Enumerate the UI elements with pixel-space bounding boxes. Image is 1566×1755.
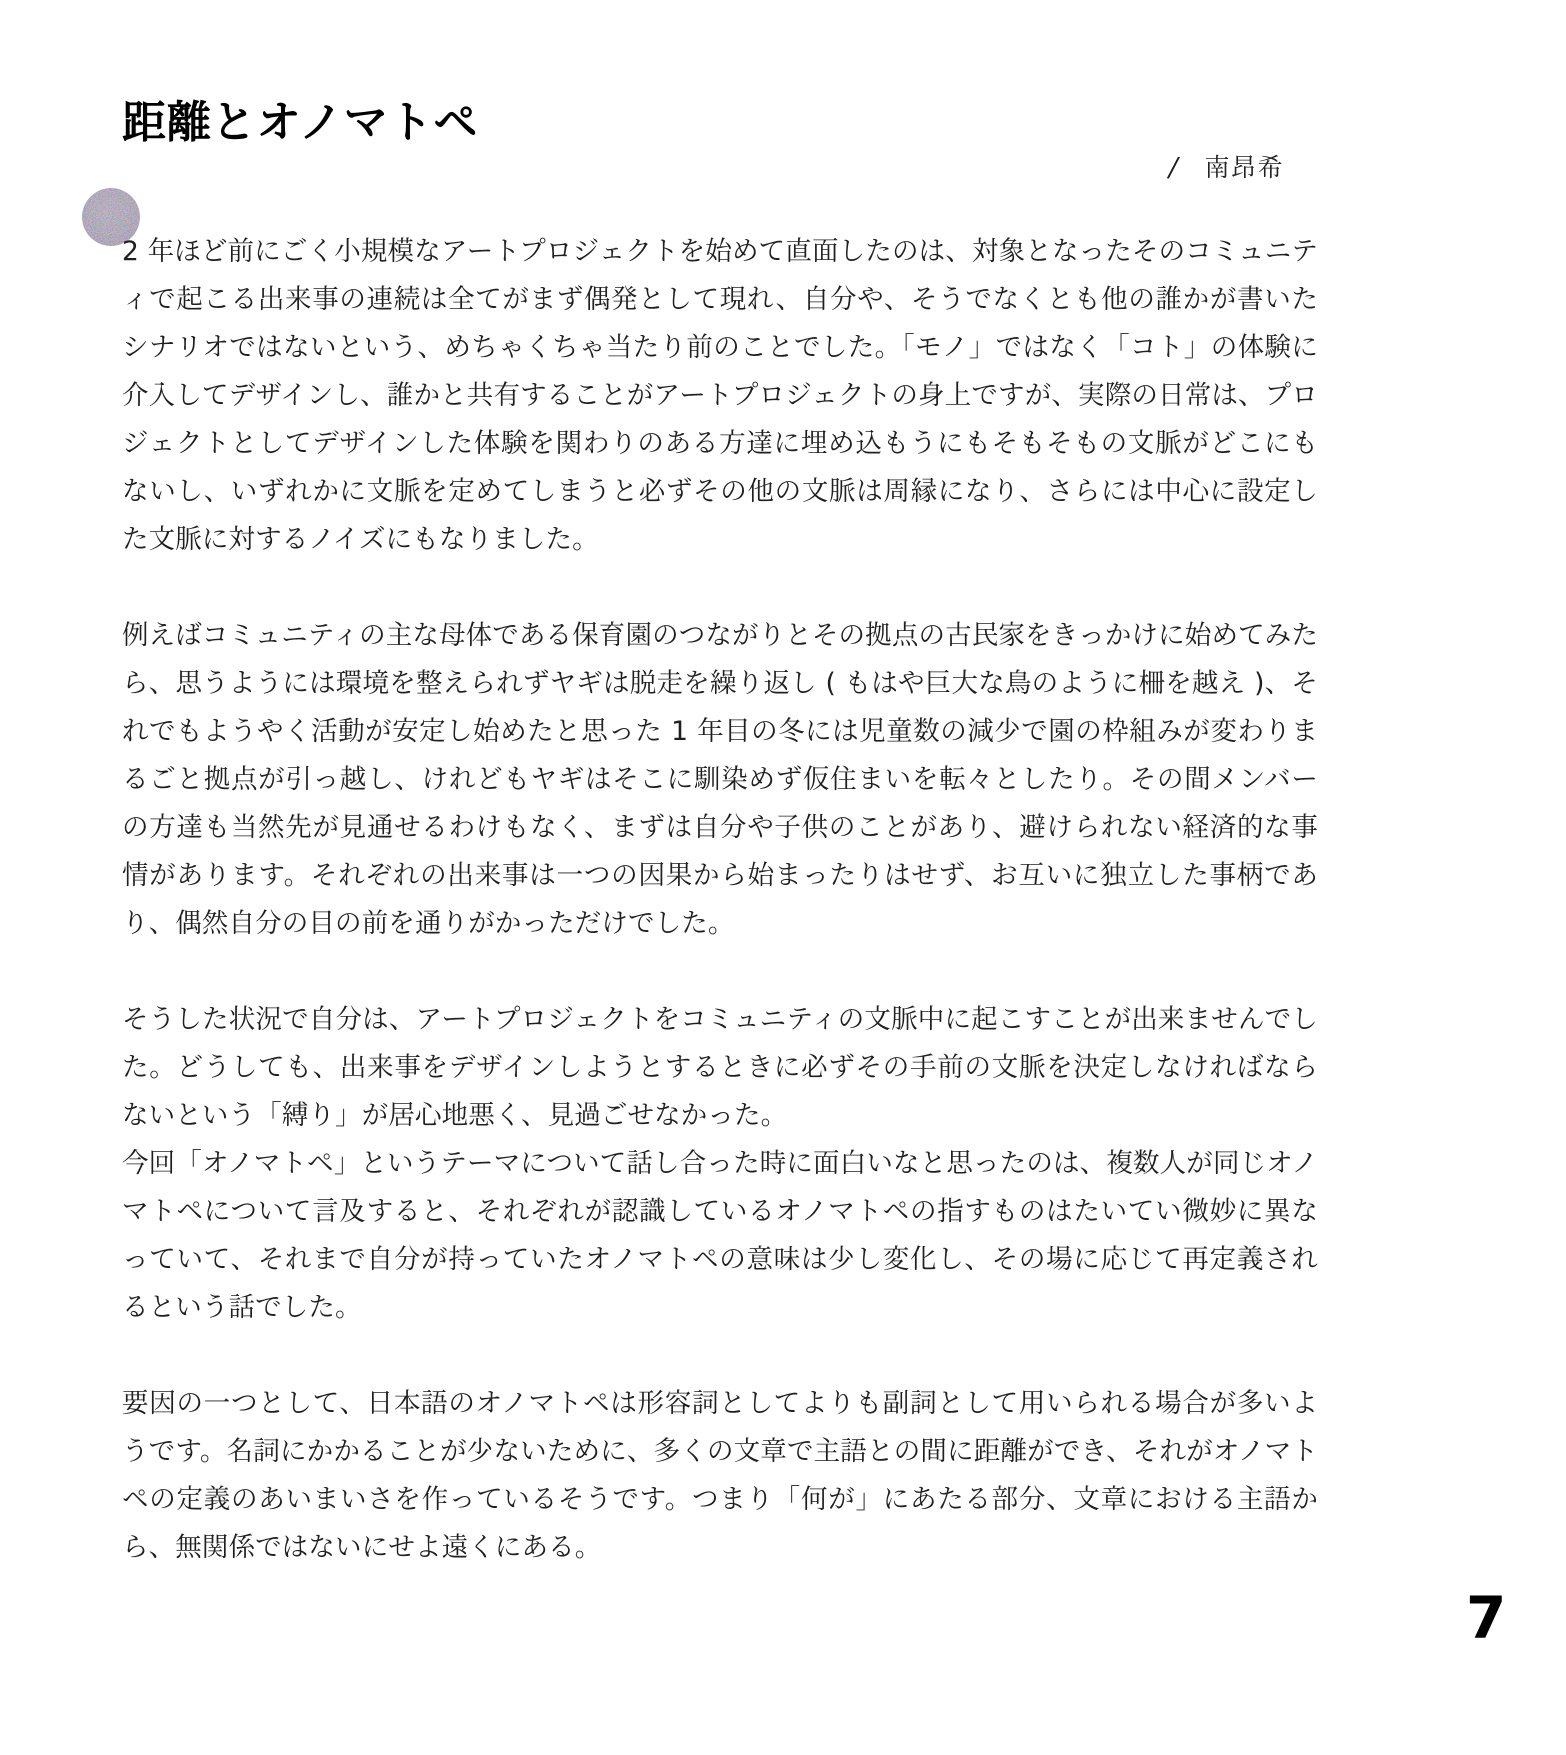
- author-name: 南昂希: [1204, 153, 1284, 182]
- paragraph: [122, 1380, 1318, 1572]
- paragraph-line: 2 年ほど前にごく小規模なアートプロジェクトを始めて直面したのは、対象となったそのコミュニティで起こる出来事の連続は全てがまず偶発として現れ、自分や、そうでなくとも他の誰かが書いたシナリオではないという、めちゃくちゃ当たり前のことでした。「モノ」ではなく「コト」の体験に介入してデザインし、誰かと共有することがアートプロジェクトの身上ですが、実際の日常は、プロジェクトとしてデザインした体験を関わりのある方達に埋め込もうにもそもそもの文脈がどこにもないし、いずれかに文脈を定めてしまうと必ずその他の文脈は周縁になり、さらには中心に設定した文脈に対するノイズにもなりました。: [122, 236, 1318, 555]
- byline-separator: /: [1166, 153, 1182, 183]
- paragraph-line: 今回「オノマトペ」というテーマについて話し合った時に面白いなと思ったのは、複数人が同じオノマトペについて言及すると、それぞれが認識しているオノマトペの指すものはたいてい微妙に異なっていて、それまで自分が持っていたオノマトペの意味は少し変化し、その場に応じて再定義されるという話でした。: [122, 1148, 1318, 1323]
- paragraph-line: 要因の一つとして、日本語のオノマトペは形容詞としてよりも副詞として用いられる場合が多いようです。名詞にかかることが少ないために、多くの文章で主語との間に距離ができ、それがオノマトペの定義のあいまいさを作っているそうです。つまり「何が」にあたる部分、文章における主語から、無関係ではないにせよ遠くにある。: [122, 1388, 1318, 1563]
- page-title: 距離とオノマトペ: [122, 97, 479, 149]
- article-body: [122, 228, 1318, 1572]
- paragraph-line: 例えばコミュニティの主な母体である保育園のつながりとその拠点の古民家をきっかけに始めてみたら、思うようには環境を整えられずヤギは脱走を繰り返し ( もはや巨大な鳥のように柵を越え )、それでもようやく活動が安定し始めたと思った 1 年目の冬には児童数の減少で園の枠組みが変わりまるごと拠点が引っ越し、けれどもヤギはそこに馴染めず仮住まいを転々としたり。その間メンバーの方達も当然先が見通せるわけもなく、まずは自分や子供のことがあり、避けられない経済的な事情があります。それぞれの出来事は一つの因果から始まったりはせず、お互いに独立した事柄であり、偶然自分の目の前を通りがかっただけでした。: [122, 620, 1318, 939]
- paragraph: [122, 228, 1318, 564]
- byline: [1166, 148, 1284, 184]
- page-number: 7: [1466, 1584, 1507, 1652]
- paragraph: [122, 996, 1318, 1332]
- paragraph: [122, 612, 1318, 948]
- paragraph-line: そうした状況で自分は、アートプロジェクトをコミュニティの文脈中に起こすことが出来ませんでした。どうしても、出来事をデザインしようとするときに必ずその手前の文脈を決定しなければならないという「縛り」が居心地悪く、見過ごせなかった。: [122, 1004, 1318, 1131]
